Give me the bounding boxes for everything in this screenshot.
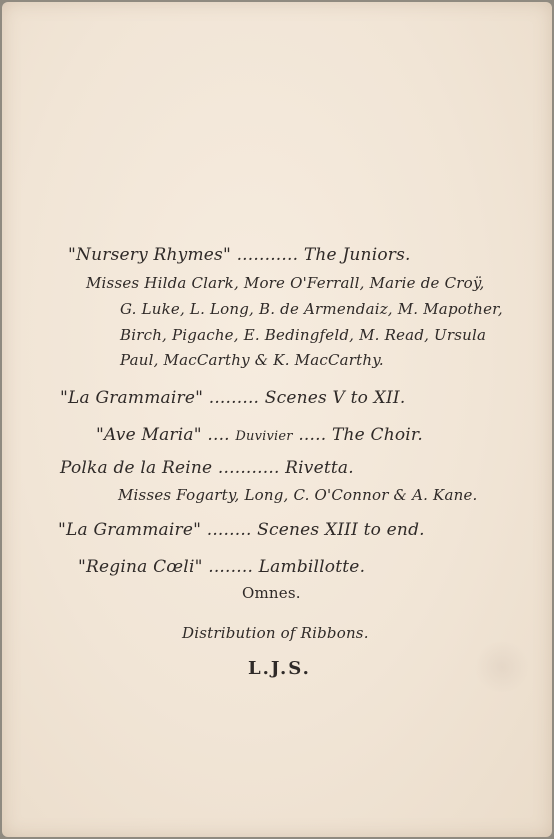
program-item-la-grammaire-1 bbox=[60, 388, 405, 408]
cast-line-3: Birch, Pigache, E. Bedingfeld, M. Read, Ursula bbox=[120, 326, 487, 344]
item-performer: Lambillotte. bbox=[258, 557, 366, 577]
program-item-polka bbox=[60, 458, 354, 478]
cast-line-1: Misses Hilda Clark, More O'Ferrall, Marie de Croÿ, bbox=[86, 274, 485, 292]
item-performer: The Choir. bbox=[331, 425, 423, 445]
item-performer: Scenes V to XII. bbox=[264, 388, 406, 408]
program-item-la-grammaire-2 bbox=[58, 520, 425, 540]
monogram: L.J.S. bbox=[248, 658, 311, 679]
program-item-nursery-rhymes bbox=[68, 245, 411, 265]
item-leader: ........... bbox=[236, 245, 299, 265]
program-item-regina-coeli bbox=[78, 557, 365, 577]
program-item-ave-maria bbox=[96, 425, 423, 445]
cast-line-4: Paul, MacCarthy & K. MacCarthy. bbox=[120, 351, 384, 369]
item-leader: .... bbox=[207, 425, 230, 445]
item-composer: Duvivier bbox=[235, 429, 293, 444]
item-performer: Rivetta. bbox=[285, 458, 354, 478]
distribution-of-ribbons: Distribution of Ribbons. bbox=[182, 624, 369, 642]
item-leader: ........... bbox=[217, 458, 280, 478]
item-leader: ........ bbox=[208, 557, 254, 577]
cast-line-2: G. Luke, L. Long, B. de Armendaiz, M. Mapother, bbox=[120, 300, 503, 318]
item-title: "Ave Maria" bbox=[96, 425, 202, 445]
polka-cast: Misses Fogarty, Long, C. O'Connor & A. Kane. bbox=[118, 486, 478, 504]
paper-stain bbox=[472, 642, 532, 692]
item-leader: ......... bbox=[208, 388, 260, 408]
omnes-label: Omnes. bbox=[242, 584, 301, 602]
item-title: "La Grammaire" bbox=[60, 388, 204, 408]
item-performer: Scenes XIII to end. bbox=[257, 520, 425, 540]
item-leader-2: ..... bbox=[298, 425, 327, 445]
item-title: "Nursery Rhymes" bbox=[68, 245, 231, 265]
program-card bbox=[2, 2, 552, 837]
item-title: "Regina Cœli" bbox=[78, 557, 203, 577]
item-title: "La Grammaire" bbox=[58, 520, 202, 540]
item-title: Polka de la Reine bbox=[60, 458, 213, 478]
item-performer: The Juniors. bbox=[303, 245, 411, 265]
item-leader: ........ bbox=[206, 520, 252, 540]
